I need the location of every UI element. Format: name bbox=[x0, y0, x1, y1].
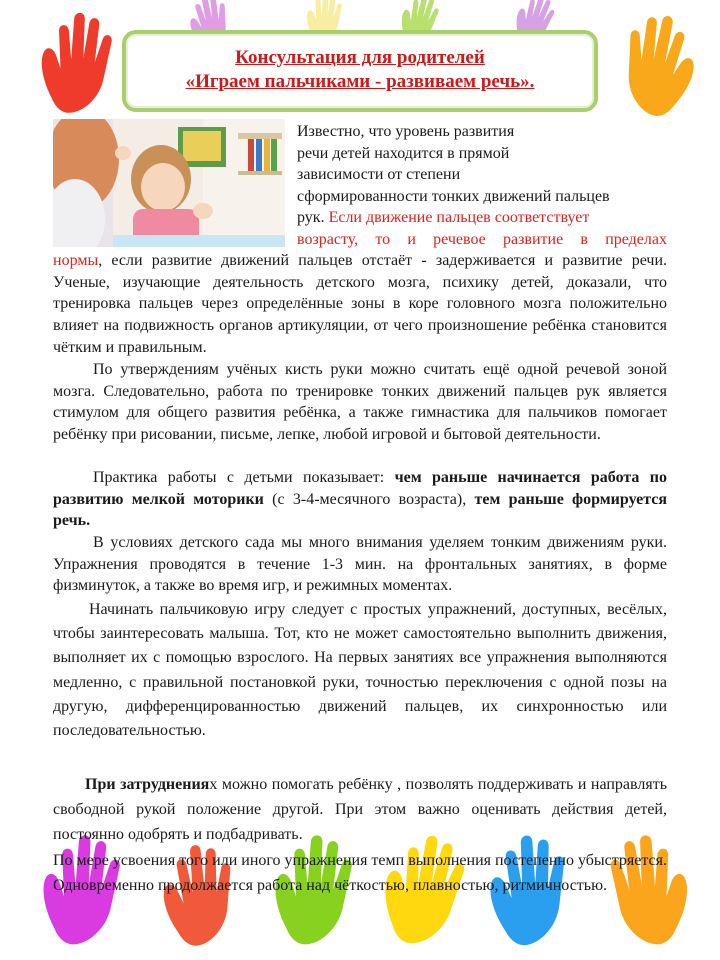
paragraph-3-text: Практика работы с детьми показывает: bbox=[93, 469, 395, 486]
intro-line: сформированности тонких движений пальцев bbox=[297, 187, 610, 205]
paragraph-3 bbox=[53, 467, 667, 532]
paragraph-6 bbox=[53, 772, 667, 847]
intro-text-black: рук. bbox=[297, 209, 329, 226]
paragraph-6-text: х можно помогать ребёнку , позволять поддерживать и направлять свободной рукой положение другой. При этом важно оценивать действия детей, постоянно одобрять и подбадривать. bbox=[53, 776, 668, 843]
intro-line: возрасту, то и речевое развитие в пределах bbox=[297, 230, 667, 248]
paragraph-5: Начинать пальчиковую игру следует с простых упражнений, доступных, весёлых, чтобы заинтересовать малыша. Тот, кто не может самостоятельно выполнить движения, выполняет их с помощью взрослого. На первых занятиях все упражнения выполняются медленно, с правильной постановкой руки, точностью переключения с одной позы на другую, дифференцированностью движений пальцев, их синхронностью или последовательностью. bbox=[53, 601, 667, 740]
bold-text: При затруднения bbox=[85, 776, 210, 793]
intro-text-red: Если движение пальцев соответствует bbox=[328, 209, 590, 226]
title-line-2: «Играем пальчиками - развиваем речь». bbox=[185, 71, 535, 92]
title-line-1: Консультация для родителей bbox=[235, 47, 485, 68]
paragraph-1-text: , если развитие движений пальцев отстаёт - задерживается и развитие речи. Ученые, изучающие деятельность детского мозга, психику детей, доказали, что тренировка пальцев через определённые зоны в коре головного мозга положительно влияет на подвижность органов артикуляции, от чего произношение ребёнка становится чётким и правильным. bbox=[53, 252, 667, 356]
paragraph-3-middle: (с 3-4-месячного возраста), bbox=[263, 490, 475, 508]
paragraph-2: По утверждениям учёных кисть руки можно считать ещё одной речевой зоной мозга. Следовательно, работа по тренировке тонких движений пальцев рук является стимулом для общего развития ребёнка, а также гимнастика для пальчиков помогает ребёнку при рисовании, письме, лепке, любой игровой и бытовой деятельности. bbox=[53, 361, 667, 444]
orange-hand-icon bbox=[593, 0, 720, 132]
highlight-red: нормы bbox=[53, 252, 99, 269]
intro-line: речи детей находится в прямой bbox=[297, 144, 510, 162]
red-hand-icon bbox=[28, 8, 128, 118]
paragraph-7: По мере усвоения того или иного упражнения темп выполнения постепенно убыстряется. Одновременно продолжается работа над чёткостью, плавностью, ритмичностью. bbox=[53, 852, 668, 894]
intro-text bbox=[297, 121, 667, 250]
intro-line: Известно, что уровень развития bbox=[297, 123, 515, 140]
intro-line bbox=[297, 207, 667, 229]
child-photo bbox=[53, 119, 285, 247]
bold-text: чем раньше начинается работа по развитию мелкой моторики bbox=[53, 469, 668, 508]
intro-line: зависимости от степени bbox=[297, 166, 461, 183]
paragraph-4: В условиях детского сада мы много внимания уделяем тонким движениям руки. Упражнения проводятся в течение 1-3 мин. на фронтальных занятиях, в форме физминуток, а также во время игр, и режимных моментах. bbox=[53, 534, 667, 595]
paragraph-1 bbox=[53, 250, 667, 359]
title-frame bbox=[122, 30, 598, 112]
bold-text: тем раньше формируется речь. bbox=[53, 490, 668, 530]
